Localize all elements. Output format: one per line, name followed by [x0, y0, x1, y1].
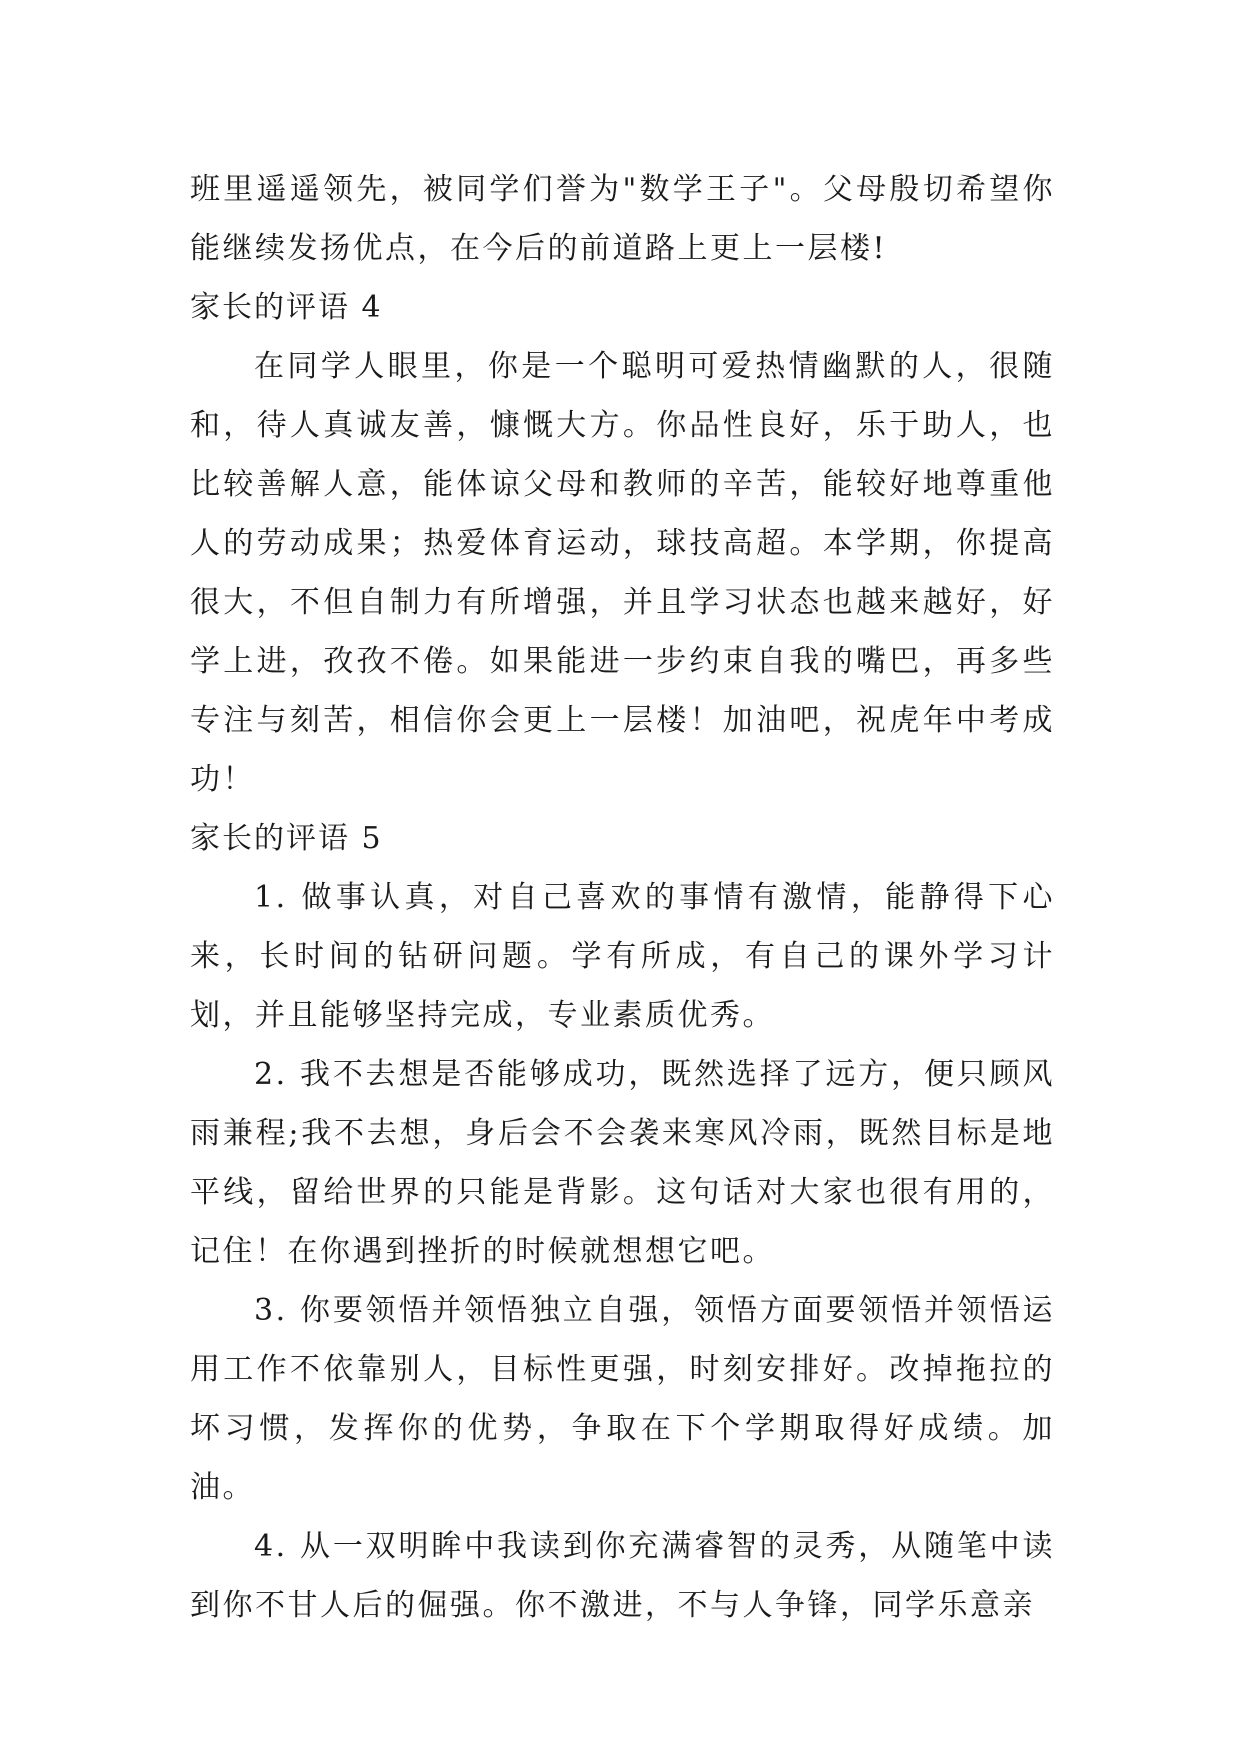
- section-5-item-4: 4. 从一双明眸中我读到你充满睿智的灵秀，从随笔中读到你不甘人后的倔强。你不激进，不与人争锋，同学乐意亲: [190, 1529, 1055, 1623]
- document-page: [190, 160, 1055, 1635]
- section-5-item-3: 3. 你要领悟并领悟独立自强，领悟方面要领悟并领悟运用工作不依靠别人，目标性更强，时刻安排好。改掉拖拉的坏习惯，发挥你的优势，争取在下个学期取得好成绩。加油。: [190, 1293, 1055, 1505]
- section-heading-5: 家长的评语 5: [190, 821, 383, 856]
- section-5-item-1: 1. 做事认真，对自己喜欢的事情有激情，能静得下心来，长时间的钻研问题。学有所成，有自己的课外学习计划，并且能够坚持完成，专业素质优秀。: [190, 880, 1055, 1033]
- section-4-paragraph: 在同学人眼里，你是一个聪明可爱热情幽默的人，很随和，待人真诚友善，慷慨大方。你品性良好，乐于助人，也比较善解人意，能体谅父母和教师的辛苦，能较好地尊重他人的劳动成果；热爱体育运动，球技高超。本学期，你提高很大，不但自制力有所增强，并且学习状态也越来越好，好学上进，孜孜不倦。如果能进一步约束自我的嘴巴，再多些专注与刻苦，相信你会更上一层楼！加油吧，祝虎年中考成功！: [190, 349, 1055, 797]
- section-5-item-2: 2. 我不去想是否能够成功，既然选择了远方，便只顾风雨兼程;我不去想，身后会不会袭来寒风冷雨，既然目标是地平线，留给世界的只能是背影。这句话对大家也很有用的，记住！在你遇到挫折的时候就想想它吧。: [190, 1057, 1055, 1269]
- section-heading-4: 家长的评语 4: [190, 290, 383, 325]
- continuation-paragraph: 班里遥遥领先，被同学们誉为"数学王子"。父母殷切希望你能继续发扬优点，在今后的前道路上更上一层楼!: [190, 172, 1055, 266]
